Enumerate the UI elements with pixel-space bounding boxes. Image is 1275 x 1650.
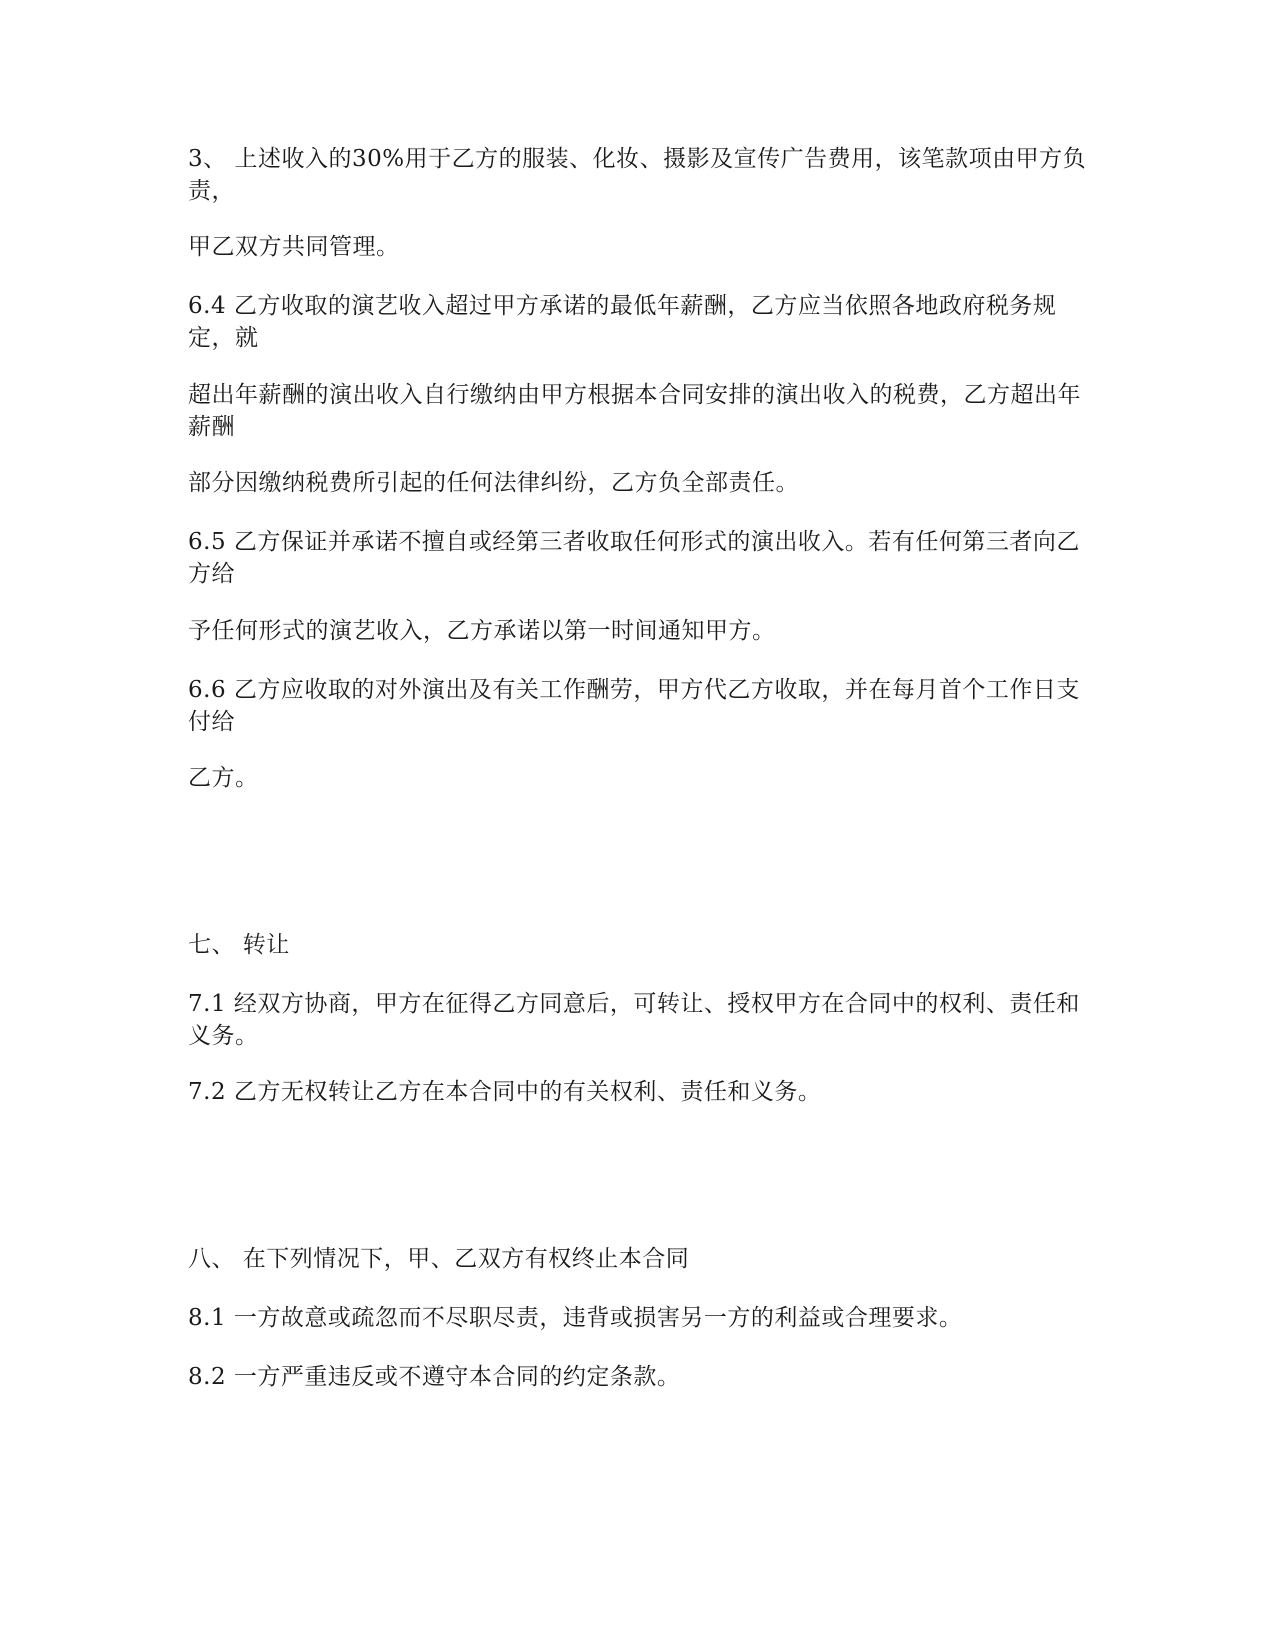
paragraph-6-4-continued: 超出年薪酬的演出收入自行缴纳由甲方根据本合同安排的演出收入的税费，乙方超出年薪酬: [188, 382, 1081, 440]
paragraph-7-2: 7.2 乙方无权转让乙方在本合同中的有关权利、责任和义务。: [188, 1079, 822, 1105]
paragraph-8-1: 8.1 一方故意或疏忽而不尽职尽责，违背或损害另一方的利益或合理要求。: [188, 1305, 963, 1331]
paragraph-7-1: 7.1 经双方协商，甲方在征得乙方同意后，可转让、授权甲方在合同中的权利、责任和义务。: [188, 991, 1080, 1049]
paragraph-6-6-continued: 乙方。: [188, 765, 259, 791]
paragraph-3-expenses: 3、 上述收入的30%用于乙方的服装、化妆、摄影及宣传广告费用，该笔款项由甲方负责，: [188, 146, 1087, 204]
paragraph-joint-management: 甲乙双方共同管理。: [188, 234, 400, 260]
paragraph-6-4: 6.4 乙方收取的演艺收入超过甲方承诺的最低年薪酬，乙方应当依照各地政府税务规定，就: [188, 293, 1057, 351]
paragraph-6-4-liability: 部分因缴纳税费所引起的任何法律纠纷，乙方负全部责任。: [188, 470, 799, 496]
section-7-heading: 七、 转让: [188, 932, 290, 958]
section-8-heading: 八、 在下列情况下，甲、乙双方有权终止本合同: [188, 1246, 690, 1272]
paragraph-6-5: 6.5 乙方保证并承诺不擅自或经第三者收取任何形式的演出收入。若有任何第三者向乙方给: [188, 529, 1080, 587]
paragraph-6-6: 6.6 乙方应收取的对外演出及有关工作酬劳，甲方代乙方收取，并在每月首个工作日支付给: [188, 677, 1080, 735]
paragraph-8-2: 8.2 一方严重违反或不遵守本合同的约定条款。: [188, 1364, 681, 1390]
paragraph-6-5-continued: 予任何形式的演艺收入，乙方承诺以第一时间通知甲方。: [188, 618, 776, 644]
